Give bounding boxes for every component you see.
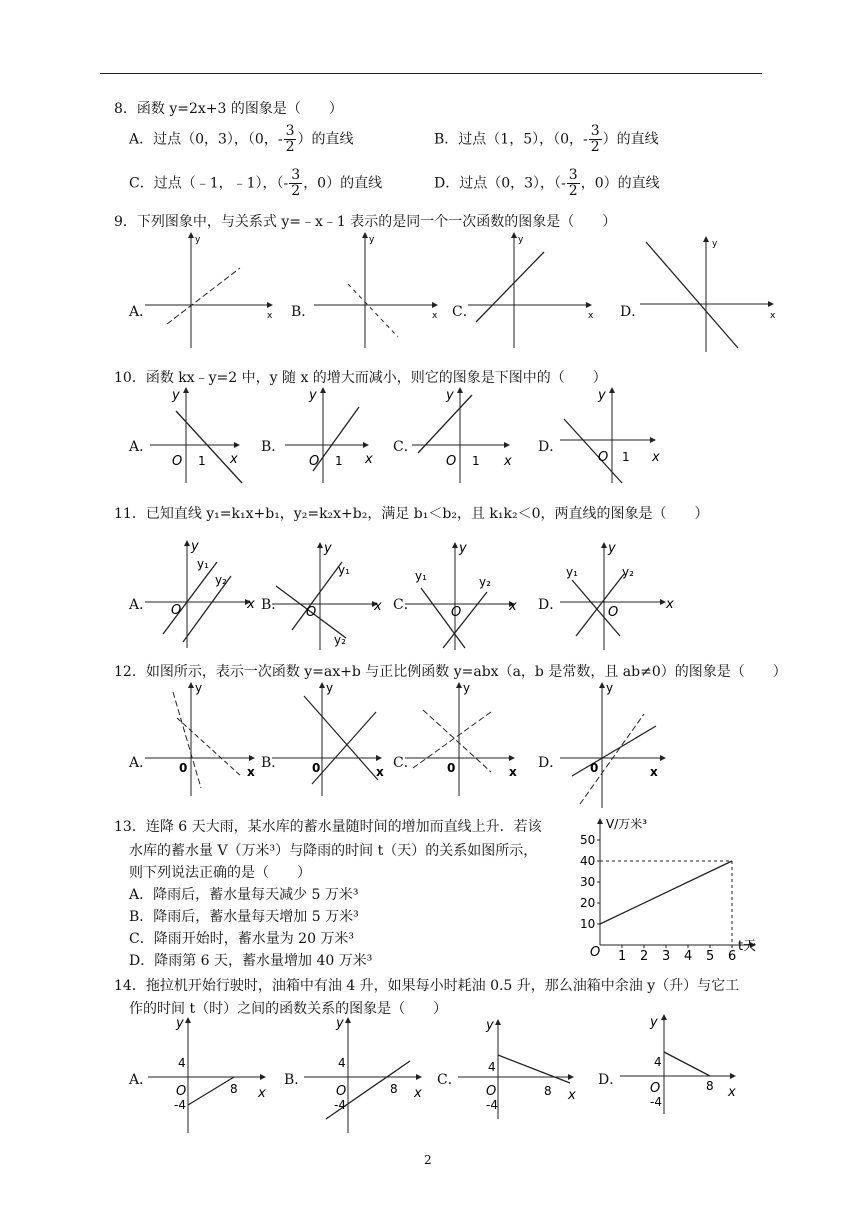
y-tick-label: 20 <box>580 896 596 910</box>
tick-4: 4 <box>654 1055 662 1069</box>
tick-1: 1 <box>198 454 206 468</box>
q10-stem: 10．函数 kx﹣y=2 中，y 随 x 的增大而减小，则它的图象是下图中的（ ） <box>114 370 607 386</box>
axis-label-y: y <box>191 539 199 554</box>
origin-label: 0 <box>590 761 599 775</box>
tick-1: 1 <box>472 454 480 468</box>
q11-stem: 11．已知直线 y₁=k₁x+b₁，y₂=k₂x+b₂，满足 b₁＜b₂，且 k₁k₂＜0，两直线的图象是（ ） <box>114 506 709 522</box>
q13-stem-3: 则下列说法正确的是（ ） <box>129 865 311 881</box>
axis-label-x: x <box>568 1088 576 1103</box>
axis-label-x: x <box>374 599 382 614</box>
axis-label-y: y <box>324 541 332 556</box>
q8-option-b[interactable] <box>434 124 659 155</box>
q14-graph-b <box>304 1015 434 1135</box>
q10-graph-b <box>285 385 385 485</box>
x-axis-label: t天 <box>738 939 757 954</box>
origin-label: O <box>446 454 457 469</box>
tick-4: 4 <box>488 1060 496 1074</box>
y-tick-label: 40 <box>580 854 596 868</box>
tick-8: 8 <box>706 1079 714 1093</box>
axis-label-x: x <box>247 765 255 779</box>
origin-label: O <box>650 1081 661 1096</box>
series-line <box>600 861 732 924</box>
origin-label: O <box>172 454 183 469</box>
fraction: $\frac{3}{2}$ <box>285 123 295 155</box>
origin-label: O <box>590 945 601 960</box>
q14-stem-1: 14．拖拉机开始行驶时，油箱中有油 4 升，如果每小时耗油 0.5 升，那么油箱中余油 y（升）与它工 <box>114 978 740 994</box>
line-label-y1: y₁ <box>338 563 350 577</box>
y-axis-arrow <box>597 818 603 824</box>
line-label-y2: y₂ <box>479 575 491 589</box>
q9-stem: 9．下列图象中，与关系式 y=﹣x﹣1 表示的是同一个一次函数的图象是（ ） <box>114 214 617 230</box>
axis-label-x: x <box>432 311 438 321</box>
axis-label-x: x <box>509 765 517 779</box>
tick-neg4: -4 <box>174 1098 186 1112</box>
q9-label-c[interactable]: C． <box>452 304 477 320</box>
axis-label-y: y <box>598 388 606 403</box>
q9-label-a[interactable]: A． <box>129 304 154 320</box>
axis-label-x: x <box>652 450 660 465</box>
axis-label-x: x <box>728 1085 736 1100</box>
q11-graph-d <box>560 540 680 652</box>
q11-graph-c <box>405 540 525 652</box>
q14-label-a[interactable]: A． <box>129 1072 154 1088</box>
q12-label-c[interactable]: C． <box>393 755 418 771</box>
axis-label-y: y <box>459 541 467 556</box>
axis-label-y: y <box>336 1016 344 1031</box>
q8-option-d[interactable] <box>434 168 660 199</box>
axis-label-x: x <box>509 599 517 614</box>
axis-label-y: y <box>369 235 375 245</box>
axis-label-x: x <box>258 1086 266 1101</box>
axis-label-y: y <box>172 388 180 403</box>
tick-neg4: -4 <box>486 1098 498 1112</box>
tick-neg4: -4 <box>650 1095 662 1109</box>
tick-1: 1 <box>622 450 630 464</box>
q14-stem-2: 作的时间 t（时）之间的函数关系的图象是（ ） <box>129 1001 448 1017</box>
q9-label-b[interactable]: B． <box>291 304 316 320</box>
axis-label-y: y <box>606 681 614 695</box>
tick-8: 8 <box>230 1082 238 1096</box>
axis-label-x: x <box>414 1086 422 1101</box>
q12-label-b[interactable]: B． <box>261 755 286 771</box>
q11-graph-a <box>145 538 265 650</box>
axis-label-y: y <box>608 541 616 556</box>
q12-graph-a <box>145 680 265 798</box>
origin-label: O <box>486 1084 497 1099</box>
q12-label-d[interactable]: D． <box>538 755 564 771</box>
q8-d-text: D．过点（0，3），（- <box>434 175 566 192</box>
q10-graph-d <box>560 385 670 485</box>
q14-graph-d <box>620 1010 750 1120</box>
line-label-y1: y₁ <box>566 565 578 579</box>
origin-label: 0 <box>447 761 456 775</box>
axis-label-y: y <box>176 1016 184 1031</box>
axis-label-y: y <box>518 235 524 245</box>
q11-label-a[interactable]: A． <box>129 597 154 613</box>
q14-label-d[interactable]: D． <box>598 1072 624 1088</box>
q11-label-c[interactable]: C． <box>393 597 418 613</box>
origin-label: O <box>451 605 462 620</box>
axis-label-x: x <box>267 311 273 321</box>
q10-label-b[interactable]: B． <box>261 439 286 455</box>
y-tick-label: 10 <box>580 917 596 931</box>
axis-label-x: x <box>588 311 594 321</box>
origin-label: O <box>309 454 320 469</box>
axis-label-x: x <box>650 765 658 779</box>
axis-label-y: y <box>326 681 334 695</box>
axis-label-x: x <box>770 311 776 321</box>
x-tick-label: 1 <box>618 949 627 964</box>
q12-stem: 12．如图所示，表示一次函数 y=ax+b 与正比例函数 y=abx（a，b 是常数，且 ab≠0）的图象是（ ） <box>114 664 787 680</box>
axis-label-x: x <box>247 597 255 612</box>
y-tick-label: 30 <box>580 875 596 889</box>
axis-label-y: y <box>463 681 471 695</box>
line-label-y1: y₁ <box>415 569 427 583</box>
q13-option-b[interactable]: B．降雨后，蓄水量每天增加 5 万米³ <box>129 909 359 925</box>
axis-label-y: y <box>195 235 201 245</box>
q13-option-c[interactable]: C．降雨开始时，蓄水量为 20 万米³ <box>129 931 355 947</box>
origin-label: O <box>598 450 609 465</box>
x-tick-label: 2 <box>640 949 649 964</box>
y-axis-label: V/万米³ <box>606 817 648 831</box>
page-number: 2 <box>424 1153 432 1167</box>
q12-graph-b <box>272 680 392 798</box>
q8-c-text-end: ，0）的直线 <box>303 175 383 192</box>
q11-graph-b <box>272 540 392 652</box>
axis-label-y: y <box>195 681 203 695</box>
tick-4: 4 <box>178 1056 186 1070</box>
y-tick-label: 50 <box>580 833 596 847</box>
q13-option-a[interactable]: A．降雨后，蓄水量每天减少 5 万米³ <box>129 887 359 903</box>
origin-label: O <box>306 605 317 620</box>
q14-label-c[interactable]: C． <box>437 1072 462 1088</box>
q10-label-d[interactable]: D． <box>538 439 564 455</box>
origin-label: O <box>336 1084 347 1099</box>
q8-b-text: B．过点（1，5），（0，- <box>434 131 588 148</box>
q12-graph-d <box>560 680 680 810</box>
q14-graph-a <box>148 1015 278 1135</box>
tick-8: 8 <box>544 1084 552 1098</box>
line-label-y2: y₂ <box>215 573 227 587</box>
q9-graph-c <box>468 232 598 350</box>
axis-label-y: y <box>446 388 454 403</box>
q13-volume-chart <box>570 818 770 963</box>
q8-c-text: C．过点（﹣1，﹣1），（- <box>129 175 289 192</box>
axis-label-x: x <box>376 765 384 779</box>
q8-a-text: A．过点（0，3），（0，- <box>129 131 283 148</box>
line-label-y1: y₁ <box>197 557 209 571</box>
q9-graph-d <box>640 236 780 354</box>
q13-stem-1: 13．连降 6 天大雨，某水库的蓄水量随时间的增加而直线上升．若该 <box>114 819 542 835</box>
axis-label-y: y <box>650 1015 658 1030</box>
header-rule <box>100 73 762 74</box>
axis-label-x: x <box>666 597 674 612</box>
fraction: $\frac{3}{2}$ <box>291 167 301 199</box>
q9-label-d[interactable]: D． <box>620 304 646 320</box>
q11-label-d[interactable]: D． <box>538 597 564 613</box>
origin-label: 0 <box>179 761 188 775</box>
axis-label-x: x <box>504 454 512 469</box>
line-label-y2: y₂ <box>622 565 634 579</box>
tick-1: 1 <box>335 454 343 468</box>
q8-option-a[interactable] <box>129 124 353 155</box>
tick-8: 8 <box>390 1082 398 1096</box>
tick-neg4: -4 <box>334 1098 346 1112</box>
fraction: $\frac{3}{2}$ <box>590 123 600 155</box>
q10-graph-c <box>412 385 522 485</box>
line-label-y2: y₂ <box>334 633 346 647</box>
q8-a-text-end: ）的直线 <box>297 131 354 148</box>
origin-label: O <box>176 1084 187 1099</box>
q9-graph-a <box>145 232 275 350</box>
axis-label-x: x <box>365 452 373 467</box>
q8-stem: 8．函数 y=2x+3 的图象是（ ） <box>114 101 343 117</box>
axis-label-y: y <box>309 388 317 403</box>
origin-label: O <box>171 603 182 618</box>
x-tick-label: 5 <box>706 949 715 964</box>
x-tick-label: 6 <box>728 949 737 964</box>
tick-4: 4 <box>338 1056 346 1070</box>
q10-label-a[interactable]: A． <box>129 439 154 455</box>
axis-label-x: x <box>230 452 238 467</box>
q13-stem-2: 水库的蓄水量 V（万米³）与降雨的时间 t（天）的关系如图所示， <box>129 843 538 859</box>
origin-label: 0 <box>312 761 321 775</box>
q8-option-c[interactable] <box>129 168 382 199</box>
x-tick-label: 4 <box>684 949 693 964</box>
q10-label-c[interactable]: C． <box>393 439 418 455</box>
axis-label-y: y <box>486 1018 494 1033</box>
axis-label-y: y <box>712 239 718 249</box>
q13-option-d[interactable]: D．降雨第 6 天，蓄水量增加 40 万米³ <box>129 953 373 969</box>
q12-label-a[interactable]: A． <box>129 755 154 771</box>
q14-label-b[interactable]: B． <box>284 1072 309 1088</box>
q11-label-b[interactable]: B． <box>261 597 286 613</box>
q8-d-text-end: ，0）的直线 <box>580 175 660 192</box>
q9-graph-b <box>310 232 440 350</box>
q12-graph-c <box>405 680 525 798</box>
fraction: $\frac{3}{2}$ <box>568 167 578 199</box>
q14-graph-c <box>458 1015 588 1125</box>
origin-label: O <box>608 605 619 620</box>
x-tick-label: 3 <box>662 949 671 964</box>
q10-graph-a <box>150 385 250 485</box>
q8-b-text-end: ）的直线 <box>602 131 659 148</box>
